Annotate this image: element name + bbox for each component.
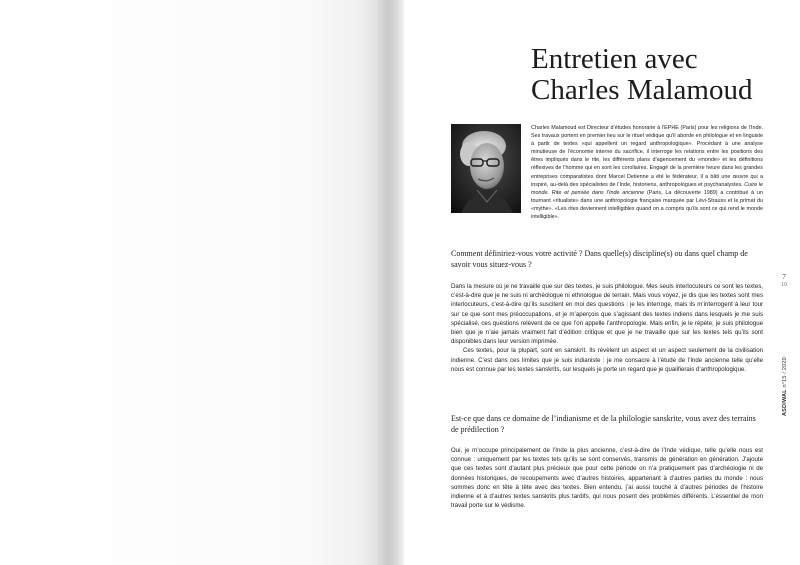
page-number-total: 19 [781, 282, 787, 288]
article-title [531, 44, 771, 106]
intro-text-1: Charles Malamoud est Directeur d’études honoraire à l’EPHE (Paris) pour les religions de l’Inde. Ses travaux portent en premier lieu sur le rituel védique qu’il aborde en philologue et en linguiste à partir de textes «qui appellent un regard anthropologique». Procédant à une analyse minutieuse de l’économie interne du sacrifice, il interroge les relations entre les positions des êtres impliqués dans le rite, les différents plans d’agencement du «monde» et les définitions réflexives de l’homme qui en sont les corollaires. Engagé de la première heure dans les grandes entreprises comparatistes dont Marcel Detienne a été le fédérateur, il a bâti une œuvre qui a inspiré, au-delà des spécialistes de l’Inde, historiens, anthropologues et psychanalystes. [531, 125, 763, 188]
page-number [776, 273, 792, 289]
interview-question-2: Est-ce que dans ce domaine de l’indianisme et de la philologie sanskrite, vous avez des terrains de prédilection ? [451, 414, 756, 434]
left-blank-page [0, 0, 378, 565]
author-introduction [531, 124, 763, 221]
page-number-current: 7 [782, 273, 786, 281]
running-head-vertical [781, 296, 789, 416]
title-line-2: Charles Malamoud [531, 74, 753, 106]
answer-1-paragraph-2: Ces textes, pour la plupart, sont en sanskrit. Ils révèlent un aspect et un aspect seulement de la civilisation indienne. C’est dans ces limites que je suis indianiste : je me consacre à l’étude de l’Inde ancienne telle qu’elle nous est connue par les textes sanskrits, sur lesquels je porte un regard que je qualifierais d’anthropologique. [451, 347, 763, 373]
author-portrait-photo [451, 124, 521, 213]
book-gutter [378, 0, 404, 565]
intro-text-2: (Paris, La découverte 1989) a contribué à un tournant «ritualiste» dans une anthropologie française marquée par Lévi-Strauss et le primat du «mythe». «Les rites deviennent intelligibles quand on a compris qu’ils sont ce qui rend le monde intelligible». [531, 189, 763, 221]
interview-answer-2: Oui, je m’occupe principalement de l’Inde la plus ancienne, c’est-à-dire de l’Inde védique, telle qu’elle nous est connue : uniquement par les textes tels qu’ils se sont conservés, transmis de génération en génération. J’ajoute que ces textes sont d’autant plus précieux que pour cette période on n’a pratiquement pas d’archéologie ni de données historiques, de recoupements avec d’autres histoires, appartenant à d’autres parties du monde : nous sommes donc en tête à tête avec des textes. Bien entendu, j’ai aussi touché à d’autres périodes de l’histoire indienne et à d’autres textes sanskrits plus tardifs, qui nous posent des problèmes différents. L’essentiel de mon travail porte sur le védisme. [451, 447, 763, 510]
journal-name: ASDIWAL [782, 389, 788, 416]
title-line-1: Entretien avec [531, 43, 698, 75]
answer-1-paragraph-1: Dans la mesure où je ne travaille que sur des textes, je suis philologue. Mes seuls interlocuteurs ce sont les textes, c’est-à-dire que je ne suis ni archéologue ni ethnologue de terrain. Mais vous voyez, je dis que les textes sont mes interlocuteurs, c’est-à-dire qu’ils suscitent en moi des questions : je les interroge, mais ils m’interrogent à leur tour sur ce que sont mes préoccupations, et je m’aperçois que s’agissant des textes indiens dans lesquels je me suis spécialisé, ces questions relèvent de ce que l’on appelle l’anthropologie. Mais enfin, je le répète, je suis philologue bien que je n’aie jamais vraiment fait d’édition critique et que je ne travaille que sur les textes tels qu’ils sont disponibles dans leur version imprimée. [451, 283, 763, 346]
interview-question-1: Comment définiriez-vous votre activité ? Dans quelle(s) discipline(s) ou dans quel champ de savoir vous situez-vous ? [451, 249, 748, 269]
journal-issue: n°15 / 2020 [782, 357, 788, 388]
interview-answer-1 [451, 282, 763, 374]
intro-book-title: Cuire le monde. Rite et pensée dans l’Inde ancienne [531, 181, 763, 196]
